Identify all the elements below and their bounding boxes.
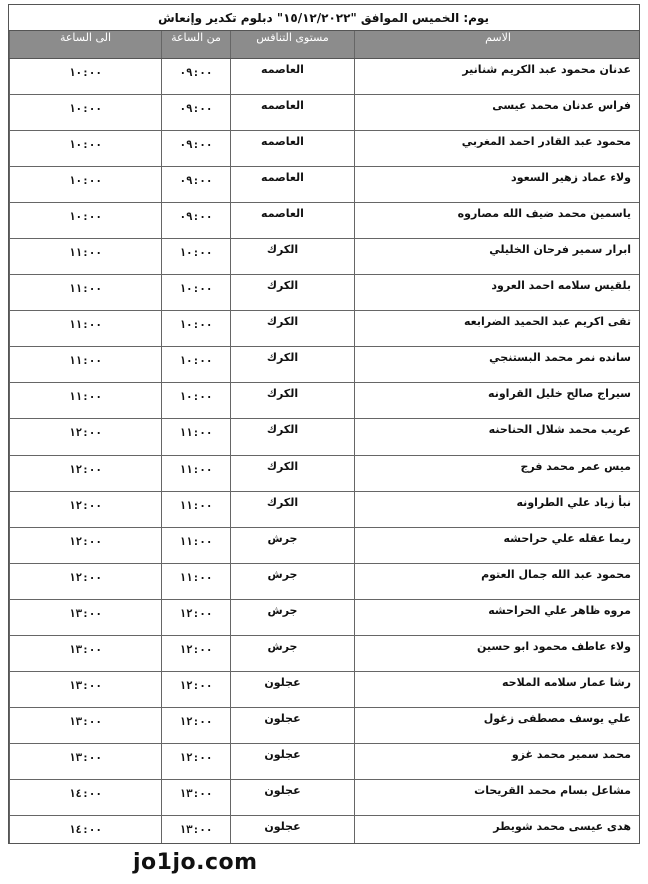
cell-level: الكرك [231,239,355,275]
cell-name: ولاء عماد زهير السعود [355,167,641,203]
cell-name: مروه ظاهر علي الحراحشه [355,599,641,635]
table-row [10,455,641,491]
cell-from: ١٣:٠٠ [162,779,231,815]
cell-to: ١٢:٠٠ [10,563,162,599]
table-row [10,707,641,743]
cell-to: ١٤:٠٠ [10,779,162,815]
cell-name: علي يوسف مصطفى زغول [355,707,641,743]
cell-to: ١٣:٠٠ [10,671,162,707]
cell-from: ١٣:٠٠ [162,815,231,844]
table-row [10,419,641,455]
cell-to: ١٢:٠٠ [10,419,162,455]
schedule-sheet [8,4,640,844]
cell-level: جرش [231,599,355,635]
cell-from: ٠٩:٠٠ [162,167,231,203]
cell-name: ولاء عاطف محمود ابو حسين [355,635,641,671]
column-header-level: مستوى التنافس [231,31,355,59]
cell-name: سانده نمر محمد البستنجي [355,347,641,383]
cell-name: مشاعل بسام محمد القريحات [355,779,641,815]
cell-name: فراس عدنان محمد عيسى [355,95,641,131]
cell-level: عجلون [231,743,355,779]
cell-to: ١٣:٠٠ [10,743,162,779]
column-header-from: من الساعة [162,31,231,59]
cell-name: عدنان محمود عبد الكريم شنانير [355,59,641,95]
cell-to: ١٢:٠٠ [10,527,162,563]
table-row [10,491,641,527]
cell-to: ١١:٠٠ [10,239,162,275]
cell-level: عجلون [231,671,355,707]
cell-from: ٠٩:٠٠ [162,95,231,131]
cell-level: الكرك [231,311,355,347]
cell-level: العاصمه [231,131,355,167]
site-watermark: jo1jo.com [133,850,258,875]
cell-level: العاصمه [231,203,355,239]
cell-level: الكرك [231,275,355,311]
table-row [10,131,641,167]
table-row [10,635,641,671]
cell-to: ١١:٠٠ [10,311,162,347]
cell-level: العاصمه [231,167,355,203]
cell-name: محمود عبد الله جمال العتوم [355,563,641,599]
cell-to: ١١:٠٠ [10,347,162,383]
cell-name: محمود عبد القادر احمد المغربي [355,131,641,167]
column-header-name: الاسم [355,31,641,59]
cell-name: هدى عيسى محمد شويطر [355,815,641,844]
cell-from: ١٠:٠٠ [162,347,231,383]
schedule-title: يوم: الخميس الموافق "١٥/١٢/٢٠٢٢" دبلوم تكدير وإنعاش [9,5,639,31]
cell-from: ١٢:٠٠ [162,707,231,743]
cell-to: ١٢:٠٠ [10,491,162,527]
cell-level: جرش [231,563,355,599]
table-row [10,59,641,95]
cell-to: ١٣:٠٠ [10,635,162,671]
cell-level: عجلون [231,707,355,743]
cell-from: ١١:٠٠ [162,527,231,563]
cell-level: الكرك [231,455,355,491]
cell-level: جرش [231,635,355,671]
cell-to: ١٢:٠٠ [10,455,162,491]
column-header-to: الى الساعة [10,31,162,59]
table-row [10,527,641,563]
table-row [10,743,641,779]
cell-from: ٠٩:٠٠ [162,203,231,239]
cell-from: ١٠:٠٠ [162,239,231,275]
cell-to: ١٤:٠٠ [10,815,162,844]
cell-to: ١١:٠٠ [10,383,162,419]
cell-from: ١٠:٠٠ [162,311,231,347]
cell-from: ١١:٠٠ [162,563,231,599]
cell-name: بلقيس سلامه احمد العرود [355,275,641,311]
table-row [10,95,641,131]
cell-to: ١٠:٠٠ [10,203,162,239]
cell-level: عجلون [231,815,355,844]
cell-from: ٠٩:٠٠ [162,59,231,95]
table-row [10,311,641,347]
table-row [10,563,641,599]
table-body [10,59,641,845]
cell-name: تقى اكريم عبد الحميد الضرابعه [355,311,641,347]
cell-from: ١١:٠٠ [162,491,231,527]
cell-to: ١٠:٠٠ [10,59,162,95]
cell-level: الكرك [231,491,355,527]
table-row [10,203,641,239]
cell-to: ١٠:٠٠ [10,167,162,203]
cell-from: ١١:٠٠ [162,455,231,491]
cell-name: نبأ زياد علي الطراونه [355,491,641,527]
cell-name: رشا عمار سلامه الملاحه [355,671,641,707]
cell-level: الكرك [231,383,355,419]
cell-level: عجلون [231,779,355,815]
cell-level: الكرك [231,347,355,383]
cell-name: عريب محمد شلال الحناحنه [355,419,641,455]
table-row [10,275,641,311]
table-row [10,239,641,275]
table-row [10,167,641,203]
table-row [10,599,641,635]
cell-to: ١٣:٠٠ [10,707,162,743]
cell-name: محمد سمير محمد غزو [355,743,641,779]
cell-to: ١٠:٠٠ [10,131,162,167]
cell-from: ١١:٠٠ [162,419,231,455]
cell-level: العاصمه [231,59,355,95]
schedule-table [9,31,640,844]
table-row [10,347,641,383]
cell-name: ياسمين محمد ضيف الله مصاروه [355,203,641,239]
cell-from: ١٢:٠٠ [162,635,231,671]
cell-from: ١٢:٠٠ [162,671,231,707]
cell-name: سيراج صالح خليل القراونه [355,383,641,419]
table-row [10,779,641,815]
cell-name: ابرار سمير فرحان الخليلي [355,239,641,275]
cell-to: ١٣:٠٠ [10,599,162,635]
table-row [10,815,641,844]
cell-name: ميس عمر محمد فرج [355,455,641,491]
cell-from: ٠٩:٠٠ [162,131,231,167]
cell-from: ١٢:٠٠ [162,599,231,635]
cell-from: ١٠:٠٠ [162,275,231,311]
cell-from: ١٠:٠٠ [162,383,231,419]
cell-to: ١٠:٠٠ [10,95,162,131]
cell-level: جرش [231,527,355,563]
cell-level: العاصمه [231,95,355,131]
table-row [10,383,641,419]
cell-level: الكرك [231,419,355,455]
cell-name: ريما عقله علي حراحشه [355,527,641,563]
table-header-row [10,31,641,59]
cell-to: ١١:٠٠ [10,275,162,311]
table-row [10,671,641,707]
cell-from: ١٢:٠٠ [162,743,231,779]
